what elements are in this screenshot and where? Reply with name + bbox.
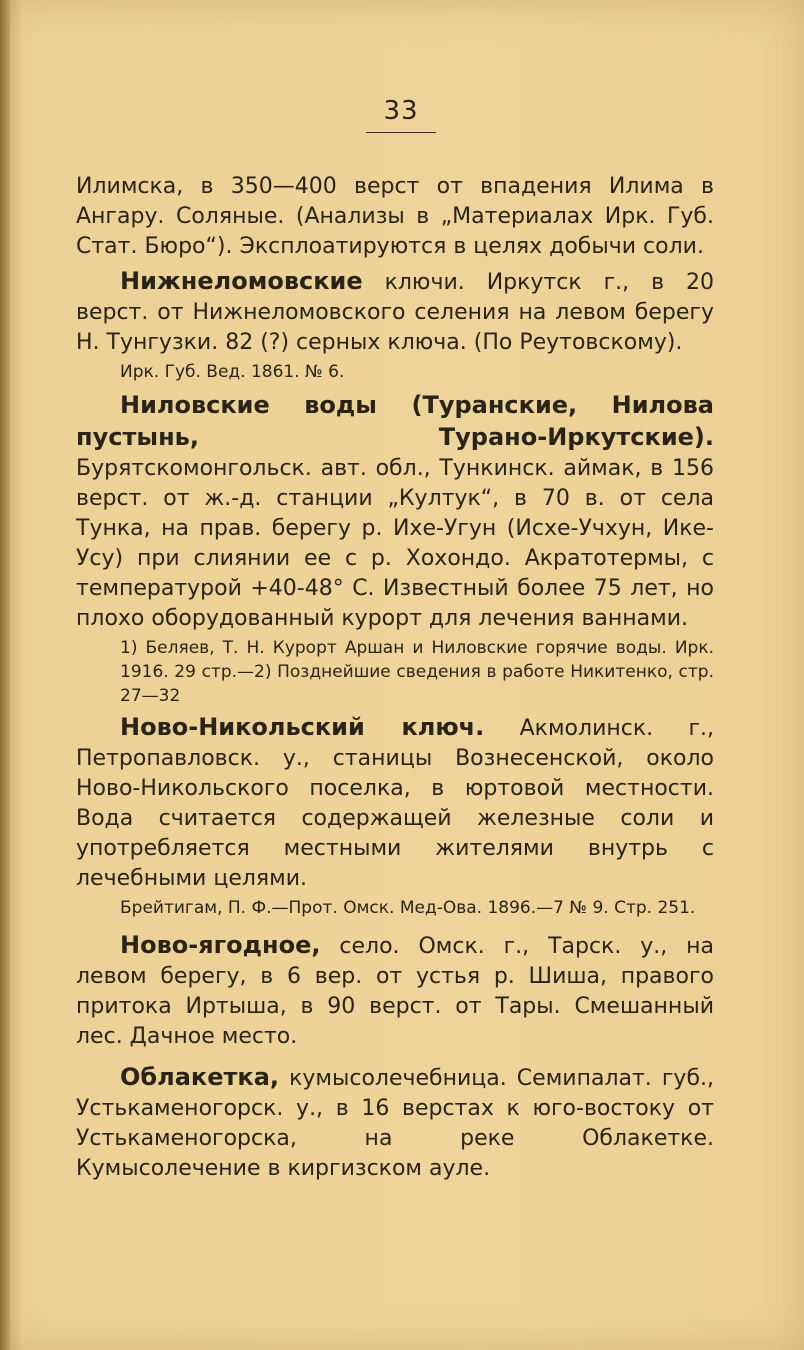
entry-novo-yagodnoe [76,930,714,1052]
entry-body: Акмолинск. г., Петропавловск. у., станицы Вознесенской, около Ново-Никольского поселка, в юртовой местности. Вода считается содержащей железные соли и употребляется местными жителями внутрь с лечебными целями. [76,716,714,891]
entry-nizhnelomovskie [76,266,714,384]
entry-paragraph [76,1062,714,1184]
entry-paragraph [76,930,714,1052]
entry-source: Ирк. Губ. Вед. 1861. № 6. [120,362,345,382]
entry-oblaketka [76,1062,714,1184]
entry-headword: Нижнеломовские [120,267,363,295]
entry-headword: Ново-ягодное, [120,931,321,959]
entry-paragraph [76,390,714,634]
entry-body: Илимска, в 350—400 верст от впадения Илима в Ангару. Соляные. (Анализы в „Материалах Ирк. Губ. Стат. Бюро“). Эксплоатируются в целях добычи соли. [76,174,714,259]
page-number-rule [366,132,436,133]
entry-source: 1) Беляев, Т. Н. Курорт Аршан и Ниловские горячие воды. Ирк. 1916. 29 стр.—2) Позднейшие сведения в работе Никитенко, стр. 27—32 [120,638,714,706]
entry-body: Бурятскомонгольск. авт. обл., Тункинск. аймак, в 156 верст. от ж.-д. станции „Култук“, в 70 в. от села Тунка, на прав. берегу р. Ихе-Угун (Исхе-Учхун, Ике-Усу) при слиянии ее с р. Хохондо. Акратотермы, с температурой +40-48° С. Известный более 75 лет, но плохо оборудованный курорт для лечения ваннами. [76,456,714,631]
page-spine [0,0,10,1350]
entry-nilovskie [76,390,714,708]
entry-headword: Облакетка, [120,1063,280,1091]
entry-ilimsk-continuation [76,172,714,262]
entry-headword: Ново-Никольский ключ. [120,713,485,741]
entry-paragraph [76,712,714,894]
entry-body: ключи. Иркутск г., в 20 верст. от Нижнеломовского селения на левом берегу Н. Тунгузки. 82 (?) серных ключа. (По Реутовскому). [76,270,714,355]
page-number: 33 [383,96,419,126]
entry-source: Брейтигам, П. Ф.—Прот. Омск. Мед-Ова. 1896.—7 № 9. Стр. 251. [120,898,696,918]
page-body [76,168,714,1184]
entry-body: кумысолечебница. Семипалат. губ., Устькаменогорск. у., в 16 верстах к юго-востоку от Устькаменогорска, на реке Облакетке. Кумысолечение в киргизском ауле. [76,1066,714,1181]
entry-novo-nikolsky [76,712,714,920]
entry-paragraph [76,266,714,358]
entry-body: село. Омск. г., Тарск. у., на левом берегу, в 6 вер. от устья р. Шиша, правого притока Иртыша, в 90 верст. от Тары. Смешанный лес. Дачное место. [76,934,714,1049]
entry-headword: Ниловские воды (Туранские, Нилова пустынь, Турано-Иркутские). [76,391,714,451]
